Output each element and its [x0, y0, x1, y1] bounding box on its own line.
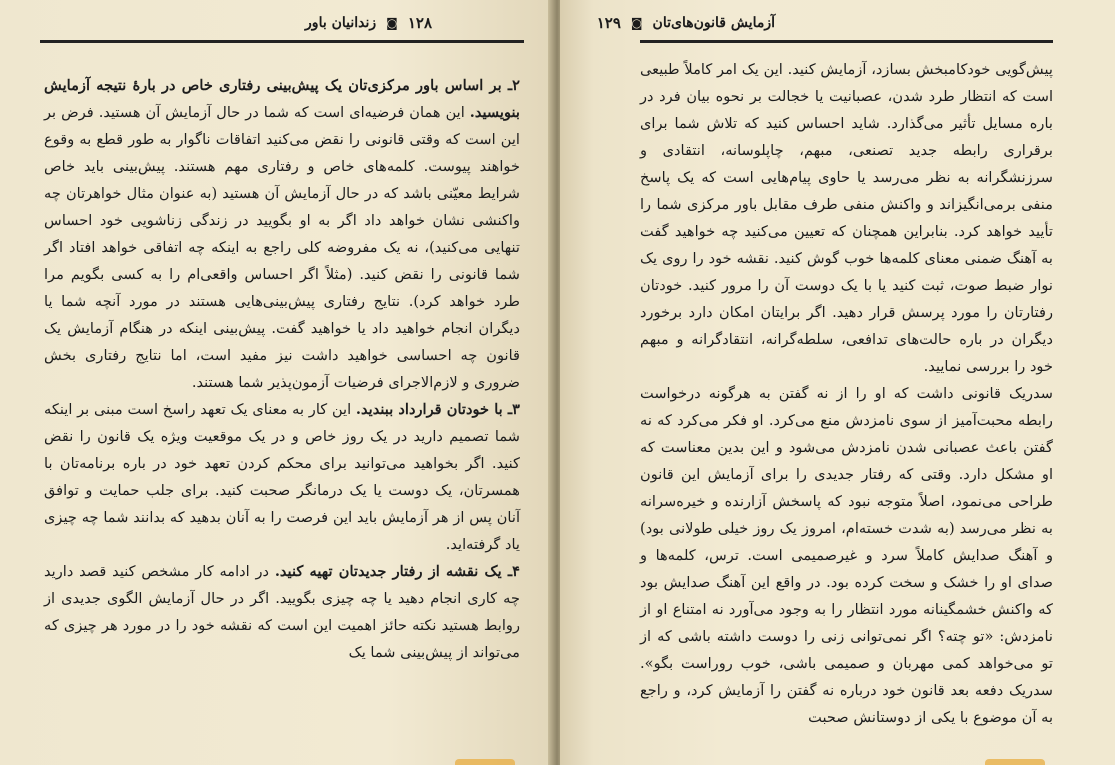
page-number: ۱۲۸ [407, 14, 432, 32]
sticky-tab [455, 759, 515, 765]
paragraph: سدریک قانونی داشت که او را از نه گفتن به هرگونه درخواست رابطه محبت‌آمیز از سوی نامزدش منع می‌کرد. او فکر می‌کرد که نه گفتن باعث عصبانی شدن نامزدش می‌شود و این بدین معناست که او مشکل دارد. وقتی که رفتار جدیدی را برای آزمایش این قانون طراحی می‌نمود، اصلاً متوجه نبود که پاسخش آزارنده و خیره‌سرانه به نظر می‌رسد (به شدت خسته‌ام، امروز یک روز خیلی طولانی بود) و آهنگ صدایش کاملاً سرد و غیرصمیمی است. ترس، کلمه‌ها و صدای او را خشک و سخت کرده بود. در واقع این آهنگ صدایش بود که واکنش خشمگینانه مورد انتظار را به وجود می‌آورد نه امتناع او از نامزدش: «تو چته؟ اگر نمی‌توانی زنی را دوست داشته باشی که از تو می‌خواهد کمی مهربان و صمیمی باشی، خوب روراست بگو». سدریک دفعه بعد قانون خود درباره نه گفتن را آزمایش کرد، و راجع به آن موضوع با یکی از دوستانش صحبت [640, 385, 1053, 726]
running-title: آزمایش قانون‌های‌تان [652, 15, 775, 31]
paragraph-lead: ۲ـ بر اساس باور مرکزی‌تان یک پیش‌بینی رفتاری خاص در بارهٔ نتیجه آزمایش بنویسید. [44, 77, 520, 121]
right-page-body [640, 56, 1053, 731]
left-page-body [44, 72, 520, 666]
paragraph-lead: ۴ـ یک نقشه از رفتار جدیدتان تهیه کنید. [274, 563, 520, 580]
paragraph-lead: ۳ـ با خودتان قرارداد ببندید. [355, 401, 521, 418]
paragraph-text: این کار به معنای یک تعهد راسخ است مبنی بر اینکه شما تصمیم دارید در یک روز خاص و در یک موقعیت ویژه یک قانون را نقض کنید. اگر بخواهید می‌توانید برای محکم کردن تعهد خود در باره برنامه‌تان با همسرتان، یک دوست یا یک درمانگر صحبت کنید. برای جلب حمایت و توافق آنان پس از هر آزمایش باید این فرصت را به آنان بدهید که بدانند شما چه چیزی یاد گرفته‌اید. [44, 401, 520, 553]
header-rule [640, 40, 1053, 43]
running-title: زندانیان باور [305, 15, 377, 31]
paragraph-text: این همان فرضیه‌ای است که شما در حال آزمایش آن هستید. فرض بر این است که وقتی قانونی را نقض می‌کنید اتفاقات ناگوار به طور قطع به وقوع خواهند پیوست. کلمه‌های خاص و رفتاری مهم هستند. پیش‌بینی باید خاص شرایط معیّنی باشد که در حال آزمایش آن هستید (به عنوان مثال خواهرتان چه واکنشی نشان خواهد داد اگر به او بگویید در زندگی زناشویی خود احساس تنهایی می‌کنید)، نه یک مفروضه کلی راجع به اینکه چه اتفاقی خواهد افتاد اگر شما قانونی را نقض کنید. (مثلاً اگر احساس واقعی‌ام را به کسی بگویم مرا طرد خواهد کرد). نتایج رفتاری پیش‌بینی‌هایی هستند در مورد آنچه شما یا دیگران انجام خواهید داد یا خواهید گفت. پیش‌بینی اینکه در هنگام آزمایش یک قانون چه احساسی خواهید داشت نیز مفید است، اما نتایج رفتاری بخش ضروری و لازم‌الاجرای فرضیات آزمون‌پذیر شما هستند. [44, 104, 520, 391]
left-page [0, 0, 552, 765]
sticky-tab [985, 759, 1045, 765]
left-page-header [305, 14, 432, 32]
paragraph [44, 396, 520, 558]
paragraph-text: در ادامه کار مشخص کنید قصد دارید چه کاری انجام دهید یا چه چیزی بگویید. اگر در حال آزمایش الگوی جدیدی از روابط هستید نکته حائز اهمیت این است که نقشه خود را در مورد هر چیزی که می‌تواند از پیش‌بینی شما یک [44, 563, 520, 661]
right-page [560, 0, 1115, 765]
header-rule [40, 40, 524, 43]
paragraph [44, 558, 520, 666]
paragraph: پیش‌گویی خودکامبخش بسازد، آزمایش کنید. این یک امر کاملاً طبیعی است که انتظار طرد شدن، عصبانیت یا خجالت بر نحوه بیان فرد در باره مسایل تأثیر می‌گذارد. شاید احساس کنید که تلاش شما برای برقراری رابطه جدید تصنعی، مبهم، چاپلوسانه، انتقادی و سرزنشگرانه به نظر می‌رسد یا حاوی پیام‌هایی است که یک پاسخ منفی برمی‌انگیزاند و واکنش منفی طرف مقابل باور مرکزی شما را تأیید خواهد کرد. بنابراین همچنان که تعیین می‌کنید چه خواهید گفت به آهنگ ضمنی معنای کلمه‌ها خوب گوش کنید. نقشه خود را روی یک نوار ضبط صوت، ثبت کنید یا با یک دوست آن را مرور کنید. خودتان رفتارتان را مورد پرسش قرار دهید. اگر برایتان امکان دارد برخورد دیگران در باره حالت‌های تدافعی، سلطه‌گرانه، انتقادگرانه و مبهم خود را بررسی نمایید. [640, 61, 1053, 375]
separator-icon: ◙ [386, 16, 398, 30]
right-page-header [597, 14, 775, 32]
separator-icon: ◙ [630, 16, 643, 30]
paragraph [44, 72, 520, 396]
page-number: ۱۲۹ [596, 14, 621, 32]
